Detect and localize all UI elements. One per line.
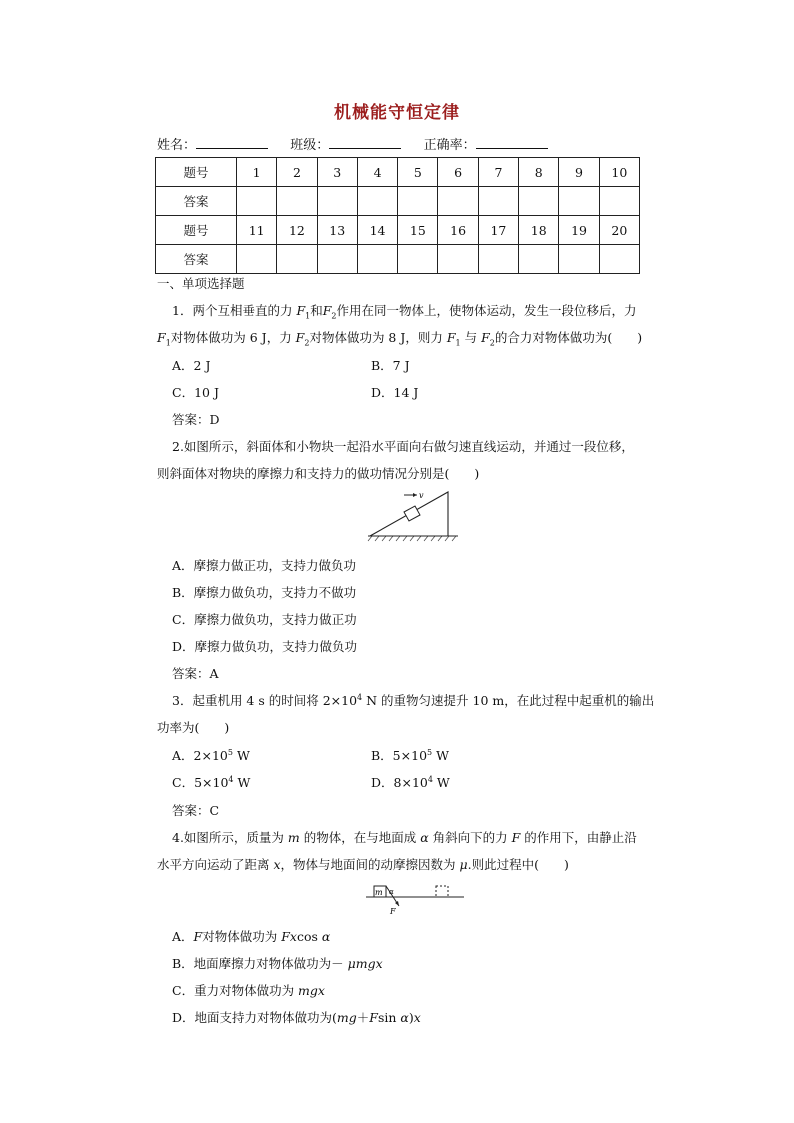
question-number: 11 — [237, 216, 277, 245]
answer-cell[interactable] — [317, 245, 357, 274]
class-blank[interactable] — [329, 136, 401, 149]
row-label: 答案 — [156, 187, 237, 216]
incline-figure — [360, 488, 460, 546]
page-title: 机械能守恒定律 — [334, 103, 460, 123]
answer-cell[interactable] — [277, 245, 317, 274]
q3-answer: 答案：C — [172, 803, 220, 818]
q3-option-d: D．$8\times 10^4$ W — [371, 774, 450, 790]
question-number: 12 — [277, 216, 317, 245]
question-number: 16 — [438, 216, 478, 245]
q2-answer: 答案：A — [172, 666, 219, 681]
q1-option-c: C．10 J — [172, 385, 219, 400]
section-heading: 一、单项选择题 — [157, 276, 245, 291]
q1-stem-line1: 1．两个互相垂直的力 $F_1$和$F_2$作用在同一物体上，使物体运动，发生一段位移后，力 — [172, 303, 637, 321]
answer-cell[interactable] — [519, 245, 559, 274]
final-position-box — [436, 886, 448, 897]
q4-stem-line1: 4.如图所示，质量为 m 的物体，在与地面成 α 角斜向下的力 F 的作用下，由静止沿 — [172, 830, 637, 845]
q2-option-b: B．摩擦力做负功，支持力不做功 — [172, 585, 357, 600]
q2-option-d: D．摩擦力做负功，支持力做负功 — [172, 639, 358, 654]
question-number: 1 — [237, 158, 277, 187]
question-number: 6 — [438, 158, 478, 187]
answer-cell[interactable] — [478, 187, 518, 216]
question-number: 15 — [398, 216, 438, 245]
accuracy-blank[interactable] — [476, 136, 548, 149]
student-info-row — [157, 134, 548, 153]
question-number: 20 — [599, 216, 639, 245]
q1-option-b: B．7 J — [371, 358, 410, 373]
question-number: 4 — [357, 158, 397, 187]
answer-cell[interactable] — [398, 245, 438, 274]
question-number: 13 — [317, 216, 357, 245]
q3-option-c: C．$5\times 10^4$ W — [172, 774, 251, 790]
question-number: 5 — [398, 158, 438, 187]
block-shape — [404, 506, 420, 521]
question-number: 9 — [559, 158, 599, 187]
q2-option-c: C．摩擦力做负功，支持力做正功 — [172, 612, 357, 627]
force-label: F — [390, 907, 396, 916]
answer-row — [156, 245, 640, 274]
answer-cell[interactable] — [599, 187, 639, 216]
question-number: 17 — [478, 216, 518, 245]
class-label: 班级： — [290, 138, 330, 153]
answer-cell[interactable] — [599, 245, 639, 274]
row-label: 题号 — [156, 216, 237, 245]
answer-cell[interactable] — [398, 187, 438, 216]
q1-answer: 答案：D — [172, 412, 220, 427]
q2-stem-line2: 则斜面体对物块的摩擦力和支持力的做功情况分别是( ) — [157, 466, 480, 481]
mass-label: m — [375, 888, 383, 897]
q1-option-d: D．14 J — [371, 385, 419, 400]
question-number: 2 — [277, 158, 317, 187]
question-number: 7 — [478, 158, 518, 187]
answer-cell[interactable] — [438, 245, 478, 274]
q2-stem-line1: 2.如图所示，斜面体和小物块一起沿水平面向右做匀速直线运动，并通过一段位移， — [172, 439, 634, 454]
answer-cell[interactable] — [317, 187, 357, 216]
answer-row — [156, 187, 640, 216]
q4-stem-line2: 水平方向运动了距离 x，物体与地面间的动摩擦因数为 μ.则此过程中( ) — [157, 857, 569, 872]
q1-stem-line2: $F_1$对物体做功为 6 J，力 $F_2$对物体做功为 8 J，则力 $F_1$ 与 $F_2$的合力对物体做功为( ) — [157, 330, 643, 348]
q4-option-d: D．地面支持力对物体做功为(mg＋Fsin α)x — [172, 1010, 421, 1025]
question-number: 14 — [357, 216, 397, 245]
row-label: 答案 — [156, 245, 237, 274]
name-blank[interactable] — [196, 136, 268, 149]
q2-option-a: A．摩擦力做正功，支持力做负功 — [172, 558, 357, 573]
question-number: 10 — [599, 158, 639, 187]
answer-table — [155, 157, 640, 274]
answer-cell[interactable] — [237, 187, 277, 216]
q4-option-b: B．地面摩擦力对物体做功为－ μmgx — [172, 956, 383, 971]
question-number-row — [156, 216, 640, 245]
q4-option-c: C．重力对物体做功为 mgx — [172, 983, 325, 998]
answer-cell[interactable] — [357, 187, 397, 216]
q3-option-b: B．$5\times 10^5$ W — [371, 747, 449, 763]
name-label: 姓名： — [157, 138, 197, 153]
question-number-row — [156, 158, 640, 187]
answer-cell[interactable] — [237, 245, 277, 274]
question-number: 8 — [519, 158, 559, 187]
question-number: 18 — [519, 216, 559, 245]
q3-stem-line1: 3．起重机用 4 s 的时间将 $2\times 10^4$ N 的重物匀速提升 10 m，在此过程中起重机的输出 — [172, 692, 655, 708]
q1-option-a: A．2 J — [172, 358, 211, 373]
row-label: 题号 — [156, 158, 237, 187]
answer-cell[interactable] — [519, 187, 559, 216]
answer-cell[interactable] — [559, 187, 599, 216]
velocity-label: v — [419, 491, 424, 500]
force-figure — [366, 880, 466, 916]
accuracy-label: 正确率： — [423, 138, 476, 153]
answer-cell[interactable] — [357, 245, 397, 274]
q4-option-a: A．F对物体做功为 Fxcos α — [172, 929, 331, 944]
q3-option-a: A．$2\times 10^5$ W — [172, 747, 250, 763]
answer-cell[interactable] — [559, 245, 599, 274]
answer-cell[interactable] — [478, 245, 518, 274]
angle-label: α — [389, 888, 394, 896]
question-number: 19 — [559, 216, 599, 245]
question-number: 3 — [317, 158, 357, 187]
q3-stem-line2: 功率为( ) — [157, 720, 230, 735]
answer-cell[interactable] — [438, 187, 478, 216]
answer-cell[interactable] — [277, 187, 317, 216]
